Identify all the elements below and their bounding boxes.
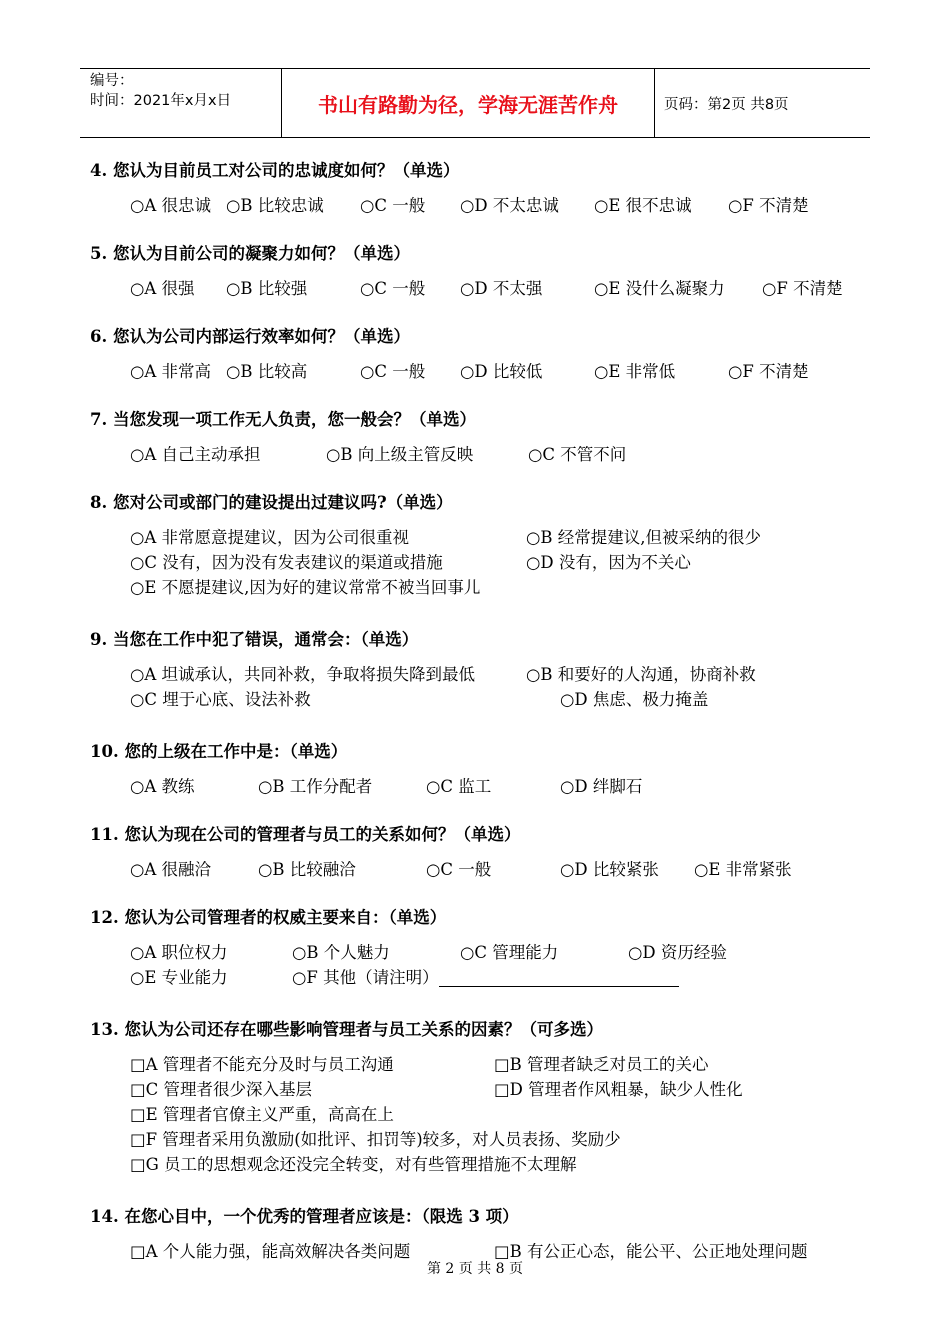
radio-option[interactable]: ○C 不管不问 xyxy=(528,445,627,464)
question-title: 14. 在您心目中，一个优秀的管理者应该是：（限选 3 项） xyxy=(90,1207,519,1226)
option-row xyxy=(90,687,870,712)
radio-option[interactable]: ○D 不太强 xyxy=(460,279,543,298)
option-row xyxy=(90,774,870,799)
radio-option[interactable]: ○D 比较紧张 xyxy=(560,860,659,879)
header-page-info: 页码：第2页 共8页 xyxy=(664,96,789,113)
radio-option[interactable]: ○A 教练 xyxy=(130,777,195,796)
question-title: 13. 您认为公司还存在哪些影响管理者与员工关系的因素？（可多选） xyxy=(90,1020,603,1039)
radio-option[interactable]: ○A 自己主动承担 xyxy=(130,445,261,464)
question-title: 7. 当您发现一项工作无人负责，您一般会？（单选） xyxy=(90,410,476,429)
radio-option[interactable]: ○A 很强 xyxy=(130,279,195,298)
checkbox-option[interactable]: □C 管理者很少深入基层 xyxy=(130,1080,312,1099)
option-row xyxy=(90,1077,870,1102)
radio-option[interactable]: ○C 埋于心底、设法补救 xyxy=(130,690,311,709)
option-row xyxy=(90,1152,870,1177)
option-label: ○F 其他（请注明） xyxy=(292,968,439,987)
radio-option[interactable]: ○D 比较低 xyxy=(460,362,543,381)
radio-option[interactable]: ○B 和要好的人沟通，协商补救 xyxy=(526,665,756,684)
option-row xyxy=(90,1127,870,1152)
page-header xyxy=(80,68,870,138)
radio-option[interactable]: ○B 个人魅力 xyxy=(292,943,390,962)
option-row xyxy=(90,575,870,600)
question-title: 10. 您的上级在工作中是：（单选） xyxy=(90,742,348,761)
option-row xyxy=(90,965,870,990)
radio-option[interactable]: ○C 一般 xyxy=(360,362,426,381)
radio-option[interactable]: ○E 没什么凝聚力 xyxy=(594,279,725,298)
question-title: 9. 当您在工作中犯了错误，通常会：（单选） xyxy=(90,630,419,649)
option-row xyxy=(90,1052,870,1077)
radio-option[interactable]: ○A 职位权力 xyxy=(130,943,228,962)
radio-option[interactable]: ○D 不太忠诚 xyxy=(460,196,559,215)
doc-time-label: 时间：2021年x月x日 xyxy=(90,93,232,109)
radio-option[interactable]: ○D 资历经验 xyxy=(628,943,727,962)
option-row xyxy=(90,662,870,687)
radio-option[interactable]: ○A 非常高 xyxy=(130,362,212,381)
question-title: 5. 您认为目前公司的凝聚力如何？（单选） xyxy=(90,244,410,263)
radio-option[interactable]: ○E 不愿提建议,因为好的建议常常不被当回事儿 xyxy=(130,578,481,597)
radio-option[interactable]: ○E 专业能力 xyxy=(130,968,228,987)
radio-option[interactable]: ○C 一般 xyxy=(360,196,426,215)
header-meta xyxy=(80,69,282,137)
option-row xyxy=(90,276,870,301)
option-row xyxy=(90,550,870,575)
radio-option[interactable]: ○C 管理能力 xyxy=(460,943,559,962)
question-title: 11. 您认为现在公司的管理者与员工的关系如何？（单选） xyxy=(90,825,521,844)
radio-option[interactable]: ○D 焦虑、极力掩盖 xyxy=(560,690,709,709)
radio-option[interactable]: ○B 工作分配者 xyxy=(258,777,373,796)
checkbox-option[interactable]: □F 管理者采用负激励(如批评、扣罚等)较多，对人员表扬、奖励少 xyxy=(130,1130,621,1149)
checkbox-option[interactable]: □A 个人能力强，能高效解决各类问题 xyxy=(130,1242,411,1261)
checkbox-option[interactable]: □G 员工的思想观念还没完全转变，对有些管理措施不太理解 xyxy=(130,1155,577,1174)
question-title: 4. 您认为目前员工对公司的忠诚度如何？（单选） xyxy=(90,161,460,180)
doc-number-label: 编号： xyxy=(90,73,134,89)
question-title: 6. 您认为公司内部运行效率如何？（单选） xyxy=(90,327,410,346)
option-row xyxy=(90,359,870,384)
option-row xyxy=(90,442,870,467)
radio-option[interactable]: ○A 很忠诚 xyxy=(130,196,212,215)
checkbox-option[interactable]: □B 有公正心态，能公平、公正地处理问题 xyxy=(494,1242,808,1261)
radio-option[interactable]: ○A 坦诚承认，共同补救，争取将损失降到最低 xyxy=(130,665,476,684)
radio-option[interactable]: ○C 一般 xyxy=(360,279,426,298)
radio-option[interactable]: ○C 一般 xyxy=(426,860,492,879)
radio-option[interactable]: ○A 非常愿意提建议，因为公司很重视 xyxy=(130,528,410,547)
radio-option[interactable]: ○E 非常低 xyxy=(594,362,676,381)
radio-option[interactable]: ○B 比较忠诚 xyxy=(226,196,324,215)
option-row xyxy=(90,525,870,550)
checkbox-option[interactable]: □A 管理者不能充分及时与员工沟通 xyxy=(130,1055,394,1074)
checkbox-option[interactable]: □E 管理者官僚主义严重，高高在上 xyxy=(130,1105,394,1124)
header-motto: 书山有路勤为径，学海无涯苦作舟 xyxy=(282,69,655,137)
question-title: 8. 您对公司或部门的建设提出过建议吗?（单选） xyxy=(90,493,453,512)
radio-option[interactable]: ○B 比较融洽 xyxy=(258,860,356,879)
questionnaire xyxy=(90,155,870,1264)
question-title: 12. 您认为公司管理者的权威主要来自：（单选） xyxy=(90,908,447,927)
radio-option[interactable]: ○B 比较高 xyxy=(226,362,308,381)
radio-option[interactable]: ○F 不清楚 xyxy=(728,196,809,215)
page-footer: 第 2 页 共 8 页 xyxy=(426,1261,524,1277)
option-row xyxy=(90,857,870,882)
checkbox-option[interactable]: □D 管理者作风粗暴，缺少人性化 xyxy=(494,1080,743,1099)
option-row xyxy=(90,940,870,965)
radio-option[interactable]: ○C 监工 xyxy=(426,777,492,796)
radio-option[interactable]: ○F 不清楚 xyxy=(728,362,809,381)
radio-option[interactable]: ○A 很融洽 xyxy=(130,860,212,879)
radio-option[interactable]: ○D 绊脚石 xyxy=(560,777,643,796)
radio-option[interactable]: ○B 向上级主管反映 xyxy=(326,445,474,464)
option-row xyxy=(90,1102,870,1127)
fill-in-blank[interactable] xyxy=(439,968,679,987)
option-row xyxy=(90,193,870,218)
radio-option[interactable] xyxy=(292,965,679,990)
radio-option[interactable]: ○B 比较强 xyxy=(226,279,308,298)
radio-option[interactable]: ○E 很不忠诚 xyxy=(594,196,692,215)
radio-option[interactable]: ○B 经常提建议,但被采纳的很少 xyxy=(526,528,762,547)
radio-option[interactable]: ○E 非常紧张 xyxy=(694,860,792,879)
radio-option[interactable]: ○D 没有，因为不关心 xyxy=(526,553,691,572)
radio-option[interactable]: ○F 不清楚 xyxy=(762,279,843,298)
radio-option[interactable]: ○C 没有，因为没有发表建议的渠道或措施 xyxy=(130,553,443,572)
checkbox-option[interactable]: □B 管理者缺乏对员工的关心 xyxy=(494,1055,709,1074)
